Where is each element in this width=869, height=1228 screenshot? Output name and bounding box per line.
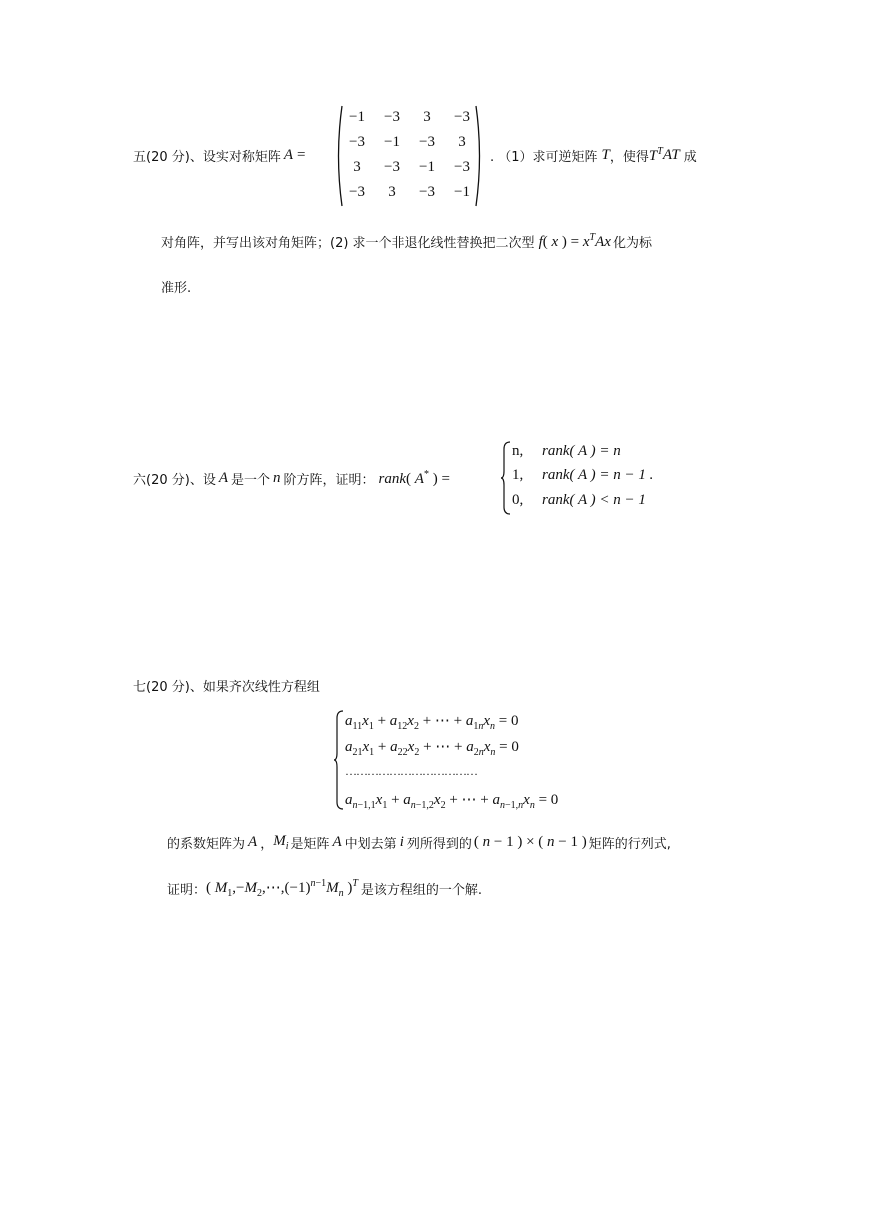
problem-5-label: 五(20 分)、设实对称矩阵: [133, 150, 281, 165]
equation-1: $a_{11}x_1 + a_{12}x_2$ + ⋯ + $a_{1n}x_n = 0$: [345, 713, 519, 732]
so-that-text: ，使得: [609, 150, 649, 165]
solution-tail: 是该方程组的一个解.: [360, 883, 483, 898]
T-transpose: $T^T$: [648, 146, 663, 164]
case-condition: rank( A ) = n: [542, 443, 621, 459]
rank-adjugate: rank( A* ) =: [378, 469, 450, 487]
M-i-symbol: $M_i$: [273, 833, 289, 852]
equation-n-minus-1: $a_{n-1,1}x_1 + a_{n-1,2}x_2$ + ⋯ + $a_{n-1,n}x_n = 0$: [345, 792, 559, 811]
equation-2: $a_{21}x_1 + a_{22}x_2$ + ⋯ + $a_{2n}x_n = 0$: [345, 739, 519, 758]
problem-5-line-2: 对角阵，并写出该对角矩阵；(2) 求一个非退化线性替换把二次型: [161, 236, 535, 251]
matrix-cell: −1: [384, 134, 400, 150]
matrix-cell: −3: [454, 109, 470, 125]
matrix-cell: −3: [419, 184, 435, 200]
order-text: 阶方阵，证明：: [283, 473, 375, 488]
matrix-cell: 3: [423, 109, 431, 125]
AT-symbol: AT: [662, 147, 680, 163]
matrix-cell: 3: [458, 134, 466, 150]
matrix-cell: −3: [454, 159, 470, 175]
matrix-cell: −1: [454, 184, 470, 200]
coef-matrix-text: 的系数矩阵为: [167, 837, 246, 852]
problem-5-line-2-end: 化为标: [612, 236, 652, 251]
matrix-cell: 3: [353, 159, 361, 175]
remove-col-text: 中划去第: [344, 837, 397, 852]
n-symbol: n: [273, 470, 281, 486]
is-matrix-text: 是矩阵: [290, 837, 330, 852]
matrix-cell: −3: [384, 159, 400, 175]
column-obtained-text: 列所得到的: [406, 837, 472, 852]
case-condition: rank( A ) < n − 1: [542, 492, 646, 508]
proof-label: 证明：: [167, 883, 207, 898]
comma: ，: [260, 837, 274, 852]
cheng-text: 成: [683, 150, 697, 165]
matrix-cell: 3: [388, 184, 396, 200]
T-symbol: T: [601, 147, 610, 163]
case-value: n,: [512, 443, 524, 459]
matrix-cell: −3: [349, 134, 365, 150]
is-a-text: 是一个: [231, 473, 271, 488]
i-symbol: i: [399, 834, 404, 850]
problem-7-label: 七(20 分)、如果齐次线性方程组: [133, 680, 320, 695]
matrix-cell: −1: [349, 109, 365, 125]
A-symbol: A: [218, 470, 228, 486]
task-1-text: . （1）求可逆矩阵: [490, 150, 598, 165]
case-value: 1,: [512, 467, 524, 483]
case-condition: rank( A ) = n − 1 .: [542, 467, 654, 483]
determinant-text: 矩阵的行列式,: [588, 837, 671, 852]
system-brace-icon: [333, 710, 345, 810]
matrix-cell: −3: [384, 109, 400, 125]
matrix-cell: −3: [419, 134, 435, 150]
solution-vector: ( $M_1,-M_2,\cdots,(-1)^{n-1}M_n$ )$^T$: [206, 878, 358, 899]
equals-sign: =: [297, 147, 306, 163]
matrix-cell: −3: [349, 184, 365, 200]
matrix-cell: −1: [419, 159, 435, 175]
problem-5-line-3: 准形.: [161, 281, 192, 296]
problem-6-label: 六(20 分)、设: [133, 473, 216, 488]
A-symbol-3: A: [332, 834, 342, 850]
minor-size: ( n − 1 ) × ( n − 1 ): [473, 834, 587, 850]
left-brace-icon: [500, 441, 512, 515]
quadratic-form: f( x ) = $x^TAx$: [538, 232, 611, 250]
case-value: 0,: [512, 492, 524, 508]
A-symbol-2: A: [248, 834, 258, 850]
matrix-A: [334, 104, 484, 208]
matrix-name: A: [283, 147, 293, 163]
equation-dots: ………………………………: [345, 764, 477, 778]
